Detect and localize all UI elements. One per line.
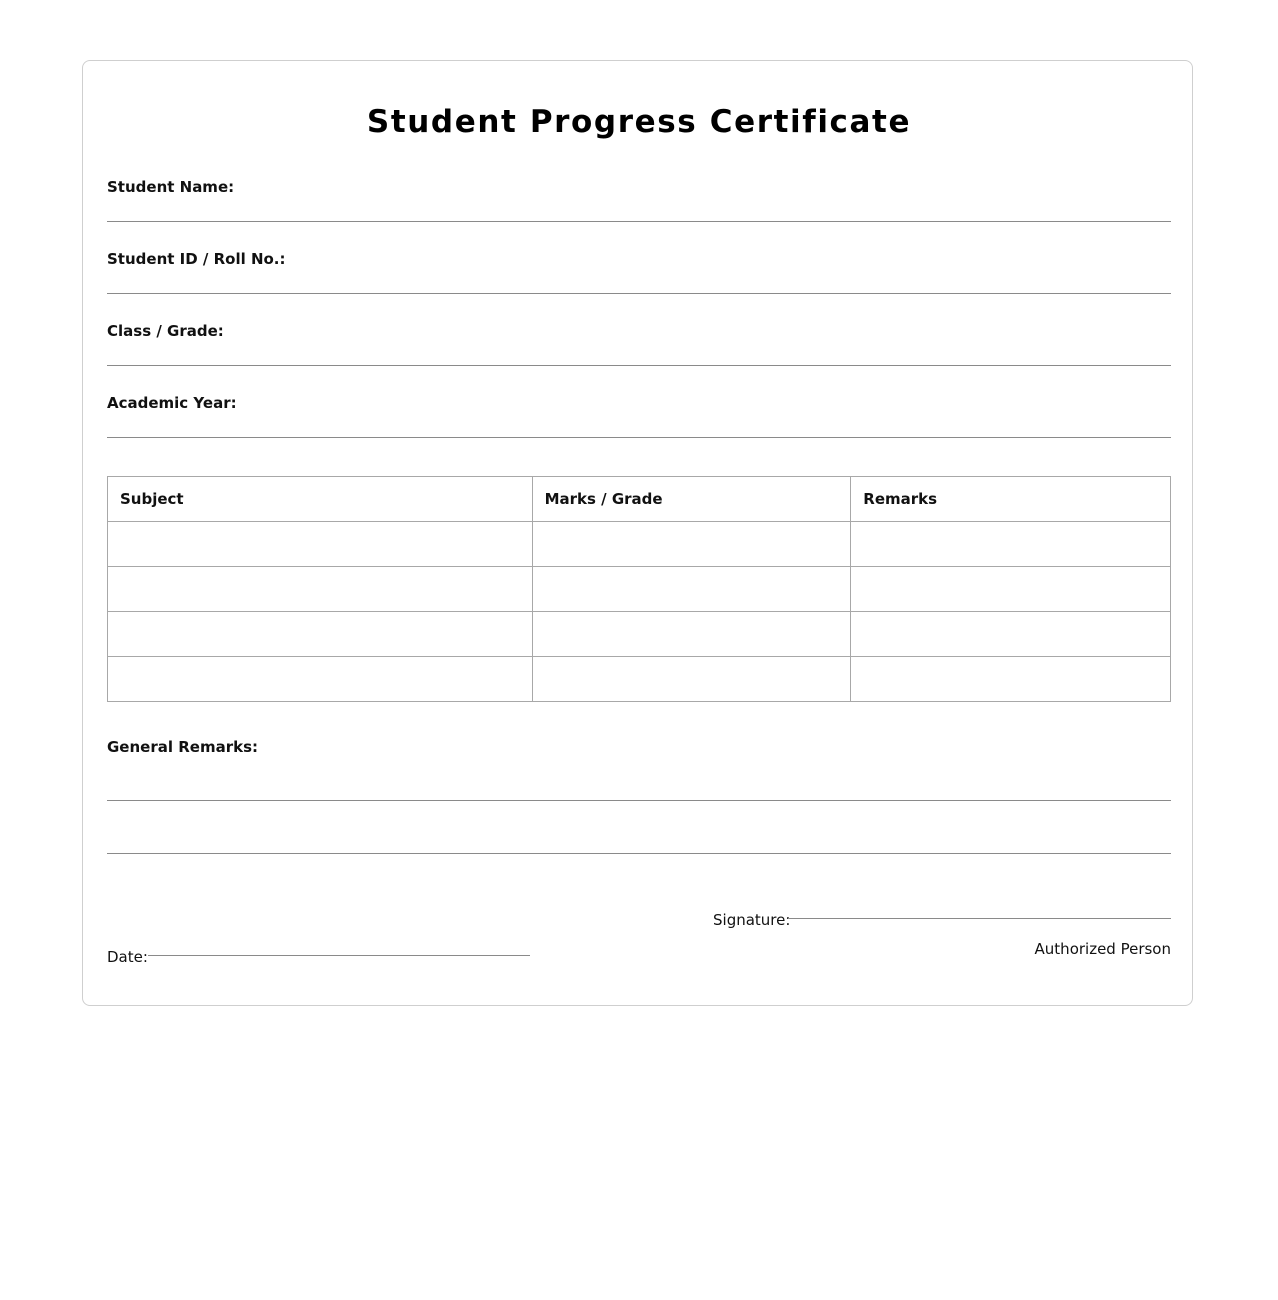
marks-cell[interactable] [532, 567, 851, 612]
class-grade-label: Class / Grade: [107, 322, 224, 340]
student-id-line[interactable] [107, 293, 1171, 294]
remarks-cell[interactable] [851, 522, 1171, 567]
class-grade-line[interactable] [107, 365, 1171, 366]
date-label: Date: [107, 948, 148, 966]
academic-year-label: Academic Year: [107, 394, 237, 412]
table-row [108, 522, 1171, 567]
authorized-person-caption: Authorized Person [1034, 940, 1171, 958]
student-name-line[interactable] [107, 221, 1171, 222]
student-id-label: Student ID / Roll No.: [107, 250, 286, 268]
grades-table [107, 476, 1171, 702]
table-row [108, 657, 1171, 702]
student-name-label: Student Name: [107, 178, 235, 196]
subject-cell[interactable] [108, 567, 533, 612]
table-row [108, 612, 1171, 657]
signature-line[interactable] [788, 918, 1171, 919]
column-header-marks: Marks / Grade [532, 477, 851, 522]
general-remarks-line-2[interactable] [107, 853, 1171, 854]
marks-cell[interactable] [532, 522, 851, 567]
remarks-cell[interactable] [851, 657, 1171, 702]
column-header-remarks: Remarks [851, 477, 1171, 522]
marks-cell[interactable] [532, 657, 851, 702]
academic-year-line[interactable] [107, 437, 1171, 438]
table-header-row [108, 477, 1171, 522]
date-line[interactable] [148, 955, 530, 956]
remarks-cell[interactable] [851, 612, 1171, 657]
signature-label: Signature: [713, 911, 791, 929]
subject-cell[interactable] [108, 657, 533, 702]
subject-cell[interactable] [108, 522, 533, 567]
certificate-title: Student Progress Certificate [366, 104, 912, 140]
column-header-subject: Subject [108, 477, 533, 522]
subject-cell[interactable] [108, 612, 533, 657]
general-remarks-line-1[interactable] [107, 800, 1171, 801]
marks-cell[interactable] [532, 612, 851, 657]
table-row [108, 567, 1171, 612]
general-remarks-label: General Remarks: [107, 738, 258, 756]
remarks-cell[interactable] [851, 567, 1171, 612]
